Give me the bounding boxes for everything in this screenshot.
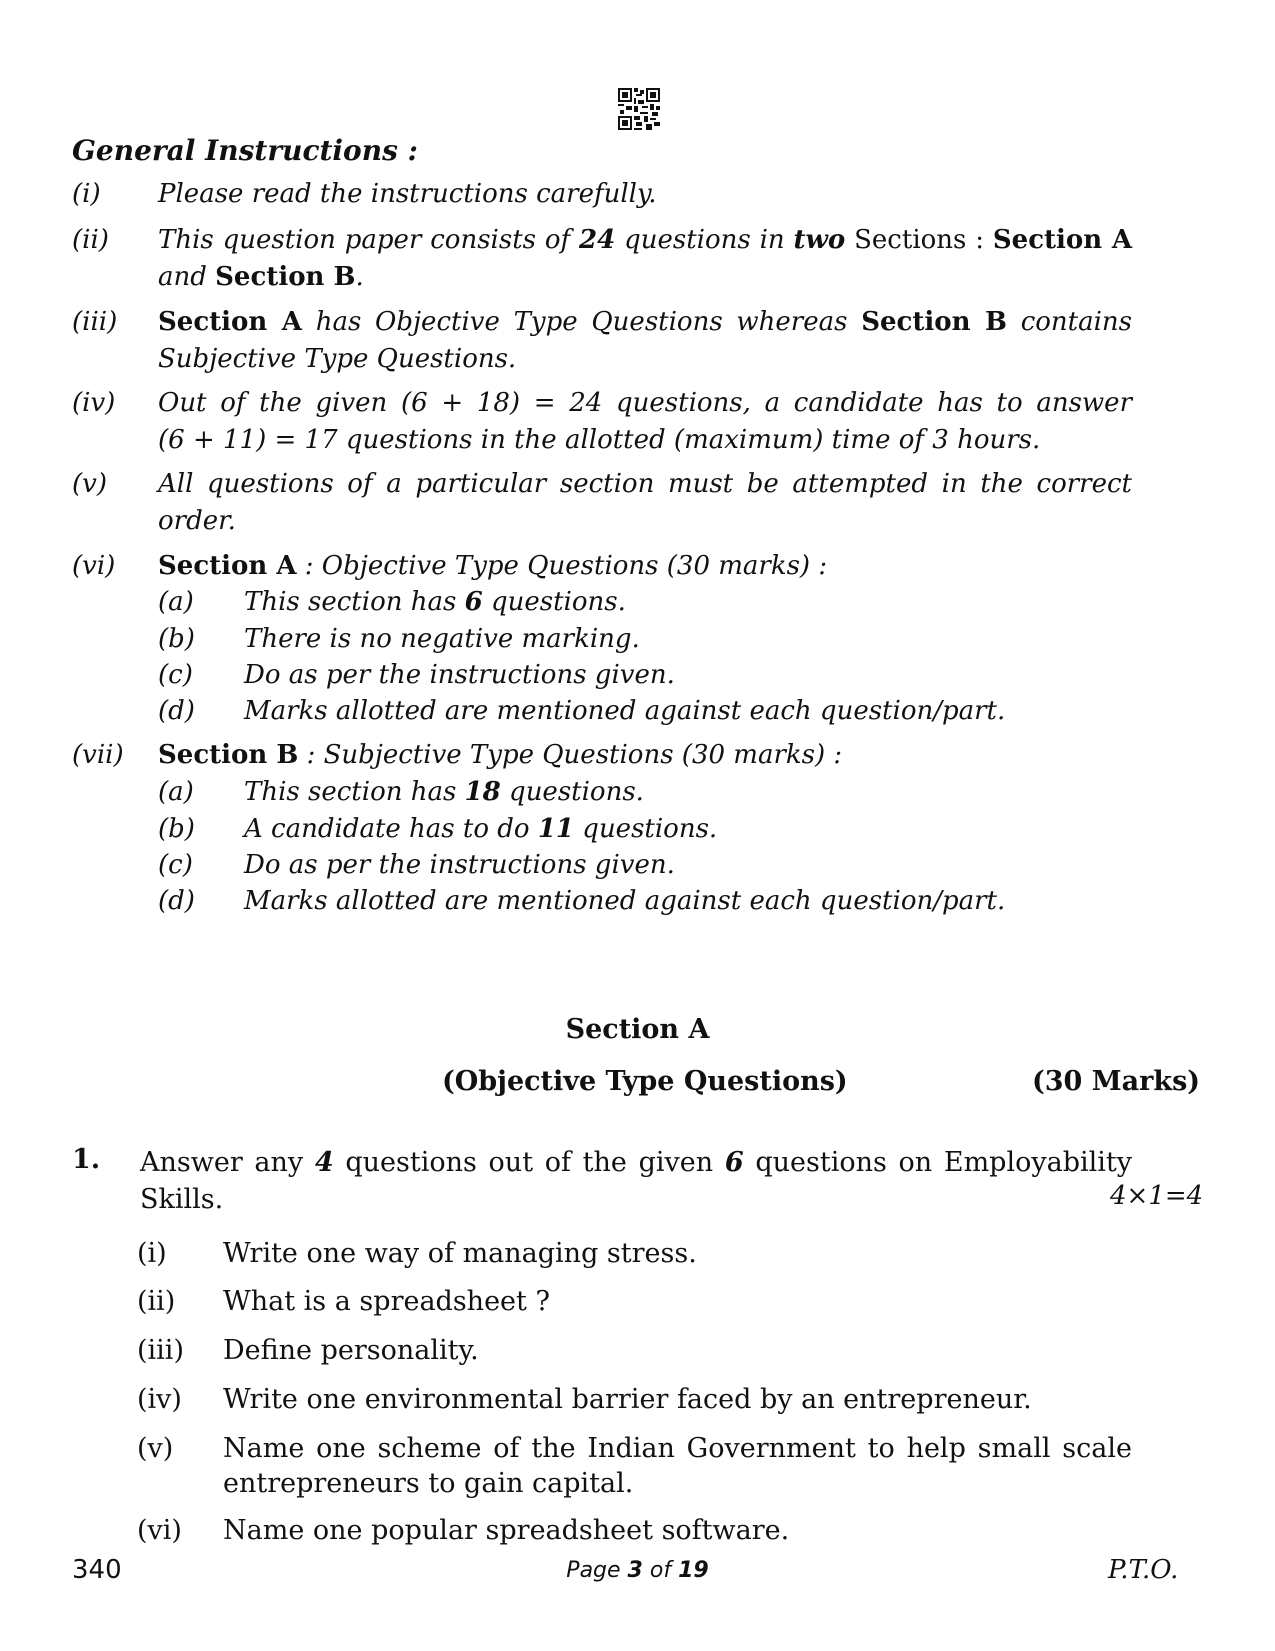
sub-item bbox=[158, 811, 1058, 848]
instruction-text-bold: Section B bbox=[215, 262, 356, 292]
question-part-text: Write one environmental barrier faced by an entrepreneur. bbox=[223, 1384, 1032, 1415]
instruction-text-bold: two bbox=[793, 225, 846, 255]
instruction-number: (iii) bbox=[72, 307, 118, 337]
qr-code bbox=[618, 88, 660, 130]
sub-item-number: (d) bbox=[158, 696, 195, 726]
question-text bbox=[140, 1144, 1132, 1218]
question-part-text: entrepreneurs to gain capital. bbox=[223, 1468, 634, 1499]
sub-item bbox=[158, 883, 1058, 920]
sub-item bbox=[158, 774, 1058, 811]
question-text-part: questions on Employability bbox=[743, 1147, 1132, 1178]
paper-code: 340 bbox=[72, 1555, 122, 1585]
sub-item-text: A candidate has to do bbox=[244, 814, 538, 844]
sub-item bbox=[158, 657, 1058, 694]
question-marks: 4×1=4 bbox=[1110, 1181, 1204, 1211]
sub-item bbox=[158, 693, 1058, 730]
instruction-text: This question paper consists of bbox=[158, 225, 580, 255]
instruction-number: (i) bbox=[72, 179, 101, 209]
instruction-item bbox=[72, 466, 1132, 540]
instruction-text-bold: Section B bbox=[158, 740, 299, 770]
question-part-number: (iv) bbox=[137, 1384, 182, 1415]
question-text-bold: 6 bbox=[724, 1147, 744, 1178]
sub-item-text: questions. bbox=[574, 814, 718, 844]
page-number bbox=[0, 1558, 1275, 1583]
sub-item-text: There is no negative marking. bbox=[244, 624, 640, 654]
question-part bbox=[137, 1333, 1132, 1368]
question-part-number: (i) bbox=[137, 1238, 167, 1269]
question-part-text: Name one popular spreadsheet software. bbox=[223, 1515, 790, 1546]
question-part-number: (vi) bbox=[137, 1515, 182, 1546]
instruction-item bbox=[72, 737, 1132, 774]
section-marks: (30 Marks) bbox=[1032, 1066, 1201, 1097]
instruction-text-bold: Section A bbox=[992, 225, 1132, 255]
instruction-text: has Objective Type Questions whereas bbox=[301, 307, 862, 337]
instruction-text-bold: Section A bbox=[158, 551, 297, 581]
sub-item-number: (b) bbox=[158, 624, 195, 654]
instruction-text: Out of the given (6 + 18) = 24 questions, a candidate has to answer bbox=[158, 388, 1132, 418]
instruction-item bbox=[72, 222, 1132, 296]
page-current: 3 bbox=[627, 1558, 643, 1583]
question-part-text: Write one way of managing stress. bbox=[223, 1238, 697, 1269]
sub-item-number: (a) bbox=[158, 587, 194, 617]
instruction-item bbox=[72, 304, 1132, 378]
instruction-number: (vii) bbox=[72, 740, 124, 770]
instruction-text: Sections : bbox=[845, 225, 993, 255]
question-part-text: Name one scheme of the Indian Government to help small scale bbox=[223, 1433, 1132, 1464]
question-part bbox=[137, 1431, 1132, 1501]
page-total: 19 bbox=[678, 1558, 709, 1583]
sub-item-number: (a) bbox=[158, 777, 194, 807]
instruction-text: contains bbox=[1006, 307, 1133, 337]
sub-item-number: (c) bbox=[158, 850, 193, 880]
pto-label: P.T.O. bbox=[1108, 1555, 1179, 1585]
question-part-number: (v) bbox=[137, 1433, 174, 1464]
sub-item-text: Marks allotted are mentioned against each question/part. bbox=[244, 696, 1006, 726]
page-of-label: of bbox=[642, 1558, 679, 1583]
instruction-text: : Subjective Type Questions (30 marks) : bbox=[298, 740, 843, 770]
instruction-item bbox=[72, 548, 1132, 585]
sub-item-number: (b) bbox=[158, 814, 195, 844]
instruction-text: : Objective Type Questions (30 marks) : bbox=[296, 551, 828, 581]
sub-item-text-bold: 11 bbox=[537, 814, 575, 844]
instruction-text: questions in bbox=[615, 225, 794, 255]
instruction-text-bold: 24 bbox=[579, 225, 616, 255]
instruction-number: (v) bbox=[72, 469, 107, 499]
sub-item-text-bold: 6 bbox=[464, 587, 483, 617]
question-text-part: Answer any bbox=[140, 1147, 315, 1178]
instruction-text: All questions of a particular section must be attempted in the correct bbox=[158, 469, 1132, 499]
instruction-text: (6 + 11) = 17 questions in the allotted (maximum) time of 3 hours. bbox=[158, 425, 1041, 455]
question-text-part: Skills. bbox=[140, 1184, 224, 1215]
sub-item-text: questions. bbox=[500, 777, 644, 807]
question-part-text: Define personality. bbox=[223, 1335, 479, 1366]
question-part bbox=[137, 1513, 1132, 1548]
instruction-text: . bbox=[355, 262, 364, 292]
sub-item-number: (d) bbox=[158, 886, 195, 916]
instruction-text: Subjective Type Questions. bbox=[158, 344, 517, 374]
question-part bbox=[137, 1382, 1132, 1417]
sub-item bbox=[158, 621, 1058, 658]
question-part-number: (iii) bbox=[137, 1335, 184, 1366]
sub-item-text: Marks allotted are mentioned against each question/part. bbox=[244, 886, 1006, 916]
sub-item-text: This section has bbox=[244, 587, 465, 617]
question-text-part: questions out of the given bbox=[333, 1147, 725, 1178]
instruction-text: and bbox=[158, 262, 216, 292]
question-part bbox=[137, 1236, 1132, 1271]
instruction-text-bold: Section B bbox=[861, 307, 1007, 337]
section-title: Section A bbox=[565, 1014, 710, 1045]
general-instructions-title: General Instructions : bbox=[72, 134, 418, 167]
sub-item bbox=[158, 847, 1058, 884]
question-part-text: What is a spreadsheet ? bbox=[223, 1286, 550, 1317]
instruction-number: (iv) bbox=[72, 388, 116, 418]
instruction-item bbox=[72, 176, 1132, 213]
sub-item-number: (c) bbox=[158, 660, 193, 690]
sub-item-text-bold: 18 bbox=[464, 777, 501, 807]
question-number: 1. bbox=[72, 1144, 101, 1175]
instruction-text-bold: Section A bbox=[158, 307, 302, 337]
sub-item-text: Do as per the instructions given. bbox=[244, 850, 675, 880]
sub-item-text: questions. bbox=[482, 587, 626, 617]
page-label: Page bbox=[566, 1558, 628, 1583]
instruction-number: (vi) bbox=[72, 551, 116, 581]
instruction-text: Please read the instructions carefully. bbox=[158, 179, 657, 209]
question-part-number: (ii) bbox=[137, 1286, 176, 1317]
sub-item-text: This section has bbox=[244, 777, 465, 807]
sub-item-text: Do as per the instructions given. bbox=[244, 660, 675, 690]
instruction-text: order. bbox=[158, 506, 236, 536]
question-part bbox=[137, 1284, 1132, 1319]
section-subtitle: (Objective Type Questions) bbox=[442, 1066, 848, 1097]
question-text-bold: 4 bbox=[314, 1147, 334, 1178]
instruction-number: (ii) bbox=[72, 225, 109, 255]
instruction-item bbox=[72, 385, 1132, 459]
sub-item bbox=[158, 584, 1058, 621]
